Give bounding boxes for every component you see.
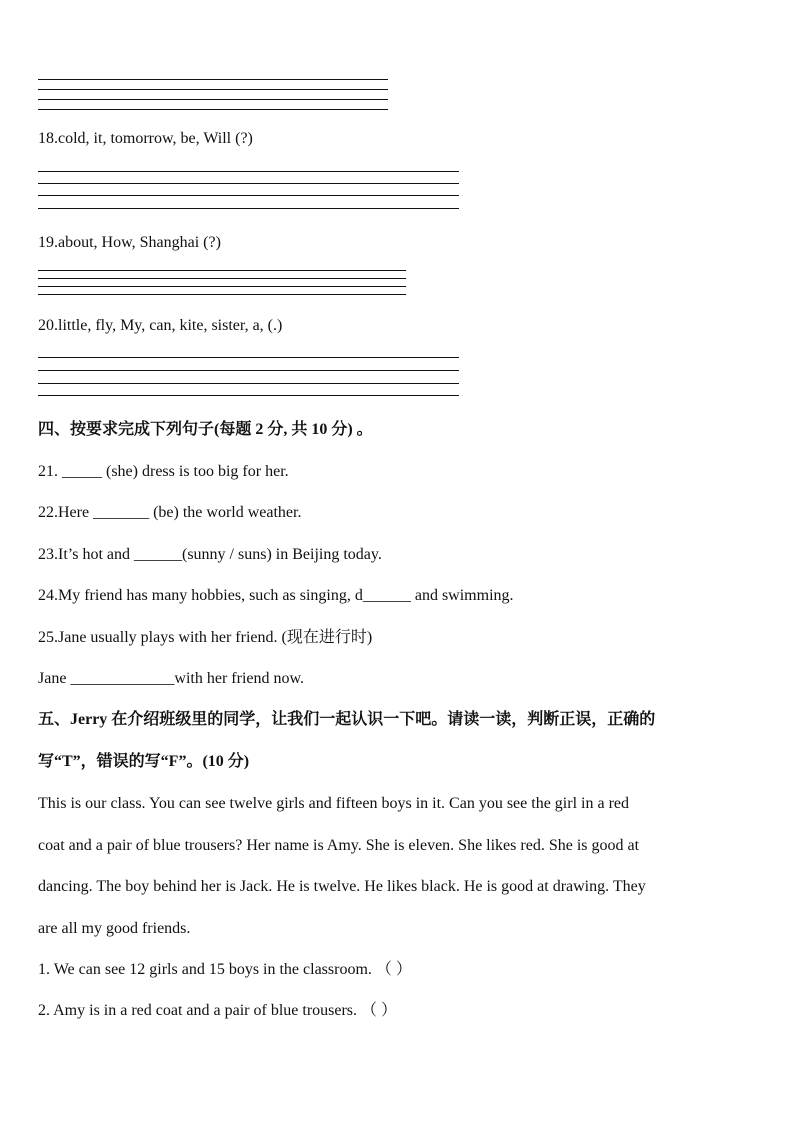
- writing-line: [38, 395, 459, 396]
- question-20: [38, 316, 282, 336]
- writing-line: [38, 286, 406, 287]
- question-number: 24.: [38, 587, 58, 604]
- writing-line: [38, 357, 459, 358]
- statement-2: [38, 1001, 397, 1021]
- section-5-heading-line-1: 五、Jerry 在介绍班级里的同学，让我们一起认识一下吧。请读一读，判断正误，正确的: [38, 711, 656, 728]
- question-text: Jane usually plays with her friend. (现在进行时): [58, 629, 373, 646]
- writing-line: [38, 278, 406, 279]
- writing-line: [38, 370, 459, 371]
- question-text: Here _______ (be) the world weather.: [58, 504, 302, 521]
- question-text: My friend has many hobbies, such as singing, d______ and swimming.: [58, 587, 514, 604]
- passage-line: coat and a pair of blue trousers? Her name is Amy. She is eleven. She likes red. She is good at: [38, 837, 640, 854]
- question-text: about, How, Shanghai (?): [58, 234, 221, 251]
- passage-line: are all my good friends.: [38, 920, 191, 937]
- question-19: [38, 233, 221, 253]
- question-21: [38, 462, 289, 482]
- writing-line: [38, 195, 459, 196]
- section-5-heading-line-2: 写“T”，错误的写“F”。(10 分): [38, 753, 250, 770]
- writing-line: [38, 79, 388, 80]
- answer-blank[interactable]: （ ）: [375, 961, 412, 978]
- question-22: [38, 503, 301, 523]
- writing-line: [38, 109, 388, 110]
- question-number: 23.: [38, 546, 58, 563]
- statement-text: 1. We can see 12 girls and 15 boys in the classroom.: [38, 961, 372, 978]
- question-25: [38, 628, 372, 648]
- question-text: cold, it, tomorrow, be, Will (?): [58, 130, 253, 147]
- passage-line: This is our class. You can see twelve girls and fifteen boys in it. Can you see the girl in a red: [38, 795, 629, 812]
- question-24: [38, 586, 514, 606]
- answer-blank[interactable]: （ ）: [361, 1002, 398, 1019]
- question-18: [38, 129, 253, 149]
- writing-line: [38, 270, 406, 271]
- writing-line: [38, 171, 459, 172]
- writing-line: [38, 294, 406, 295]
- question-text: _____ (she) dress is too big for her.: [58, 463, 289, 480]
- question-25-answer-line: Jane _____________with her friend now.: [38, 670, 305, 687]
- writing-line: [38, 183, 459, 184]
- statement-1: [38, 960, 412, 980]
- passage-line: dancing. The boy behind her is Jack. He is twelve. He likes black. He is good at drawing. They: [38, 878, 646, 895]
- question-number: 25.: [38, 629, 58, 646]
- question-number: 18.: [38, 130, 58, 147]
- question-number: 22.: [38, 504, 58, 521]
- writing-line: [38, 208, 459, 209]
- writing-line: [38, 99, 388, 100]
- statement-text: 2. Amy is in a red coat and a pair of blue trousers.: [38, 1002, 358, 1019]
- question-number: 19.: [38, 234, 58, 251]
- question-number: 21.: [38, 463, 58, 480]
- question-23: [38, 545, 382, 565]
- question-text: little, fly, My, can, kite, sister, a, (.): [58, 317, 283, 334]
- writing-line: [38, 383, 459, 384]
- writing-line: [38, 89, 388, 90]
- section-4-heading: 四、按要求完成下列句子(每题 2 分, 共 10 分) 。: [38, 421, 373, 438]
- question-text: It’s hot and ______(sunny / suns) in Beijing today.: [58, 546, 382, 563]
- question-number: 20.: [38, 317, 58, 334]
